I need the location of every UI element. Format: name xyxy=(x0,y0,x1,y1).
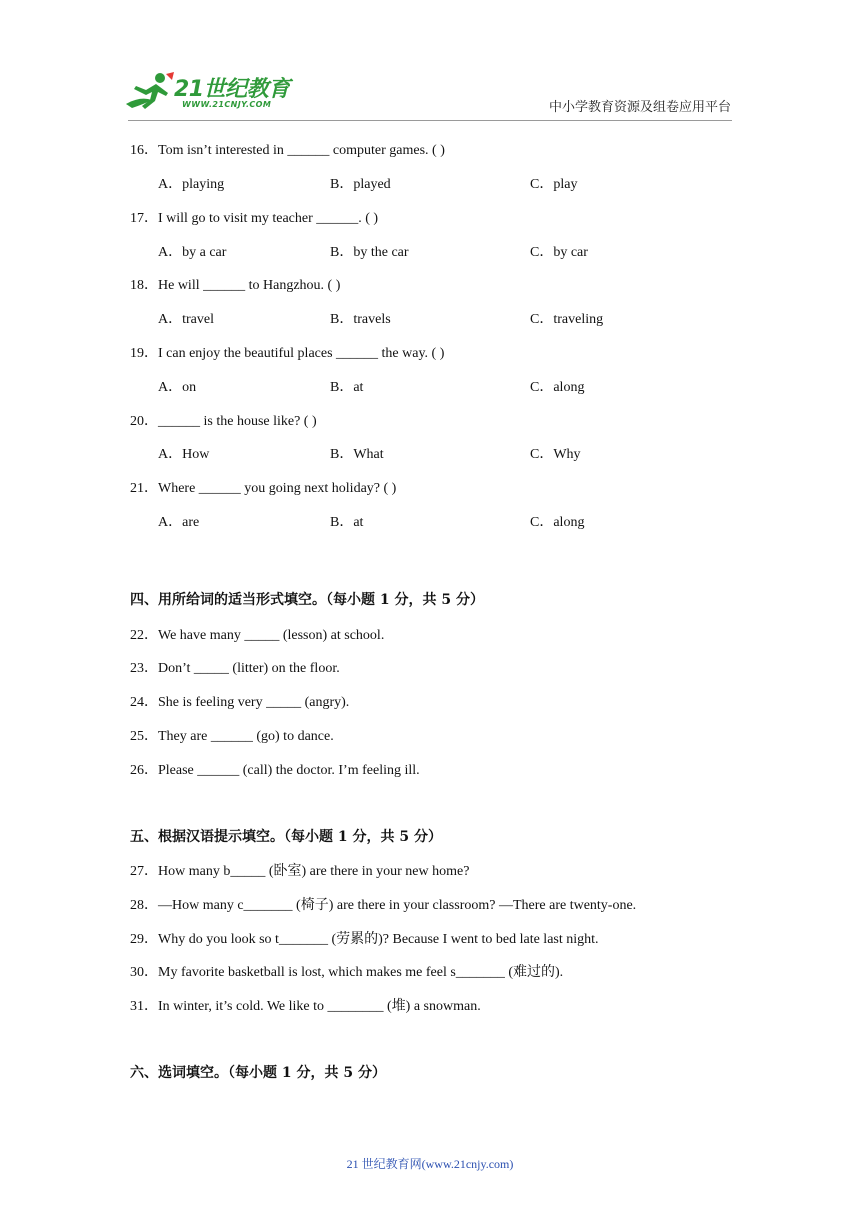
logo-text: 21世纪教育 xyxy=(174,77,290,102)
section-4-title: 四、用所给词的适当形式填空。（每小题 1 分，共 5 分） xyxy=(130,592,484,608)
option-c: C．traveling xyxy=(530,312,604,327)
option-b: B．played xyxy=(330,177,391,192)
option-c: C．along xyxy=(530,380,585,395)
question-21: 21．Where ______ you going next holiday? ( ) xyxy=(130,481,397,496)
option-a: A．playing xyxy=(158,177,225,192)
option-a: A．by a car xyxy=(158,245,227,260)
option-c: C．along xyxy=(530,515,585,530)
option-b: B．travels xyxy=(330,312,391,327)
question-27: 27．How many b_____ (卧室) are there in your new home? xyxy=(130,864,470,879)
option-b: B．at xyxy=(330,515,364,530)
option-b: B．at xyxy=(330,380,364,395)
header-divider xyxy=(128,120,732,121)
question-23: 23．Don’t _____ (litter) on the floor. xyxy=(130,661,340,676)
question-19: 19．I can enjoy the beautiful places ______ the way. ( ) xyxy=(130,346,445,361)
question-22: 22．We have many _____ (lesson) at school. xyxy=(130,628,385,643)
option-b: B．What xyxy=(330,447,384,462)
runner-logo-icon xyxy=(122,70,176,114)
section-6-title: 六、选词填空。（每小题 1 分，共 5 分） xyxy=(130,1065,386,1081)
question-25: 25．They are ______ (go) to dance. xyxy=(130,729,334,744)
option-c: C．Why xyxy=(530,447,581,462)
question-17: 17．I will go to visit my teacher ______. ( ) xyxy=(130,211,379,226)
option-a: A．How xyxy=(158,447,210,462)
logo xyxy=(122,70,297,114)
header-platform-text: 中小学教育资源及组卷应用平台 xyxy=(549,99,732,114)
question-29: 29．Why do you look so t_______ (劳累的)? Because I went to bed late last night. xyxy=(130,932,599,947)
option-a: A．are xyxy=(158,515,200,530)
question-16: 16．Tom isn’t interested in ______ computer games. ( ) xyxy=(130,143,445,158)
question-18: 18．He will ______ to Hangzhou. ( ) xyxy=(130,278,341,293)
logo-url: WWW.21CNJY.COM xyxy=(182,100,272,109)
option-a: A．travel xyxy=(158,312,214,327)
section-5-title: 五、根据汉语提示填空。（每小题 1 分，共 5 分） xyxy=(130,829,442,845)
question-30: 30．My favorite basketball is lost, which makes me feel s_______ (难过的). xyxy=(130,965,564,980)
question-24: 24．She is feeling very _____ (angry). xyxy=(130,695,350,710)
option-c: C．play xyxy=(530,177,578,192)
question-28: 28．—How many c_______ (椅子) are there in your classroom? —There are twenty-one. xyxy=(130,898,637,913)
question-31: 31．In winter, it’s cold. We like to ________ (堆) a snowman. xyxy=(130,999,481,1014)
question-20: 20．______ is the house like? ( ) xyxy=(130,414,317,429)
option-a: A．on xyxy=(158,380,197,395)
question-26: 26．Please ______ (call) the doctor. I’m feeling ill. xyxy=(130,763,420,778)
page-footer: 21 世纪教育网(www.21cnjy.com) xyxy=(346,1157,514,1171)
option-c: C．by car xyxy=(530,245,588,260)
option-b: B．by the car xyxy=(330,245,409,260)
